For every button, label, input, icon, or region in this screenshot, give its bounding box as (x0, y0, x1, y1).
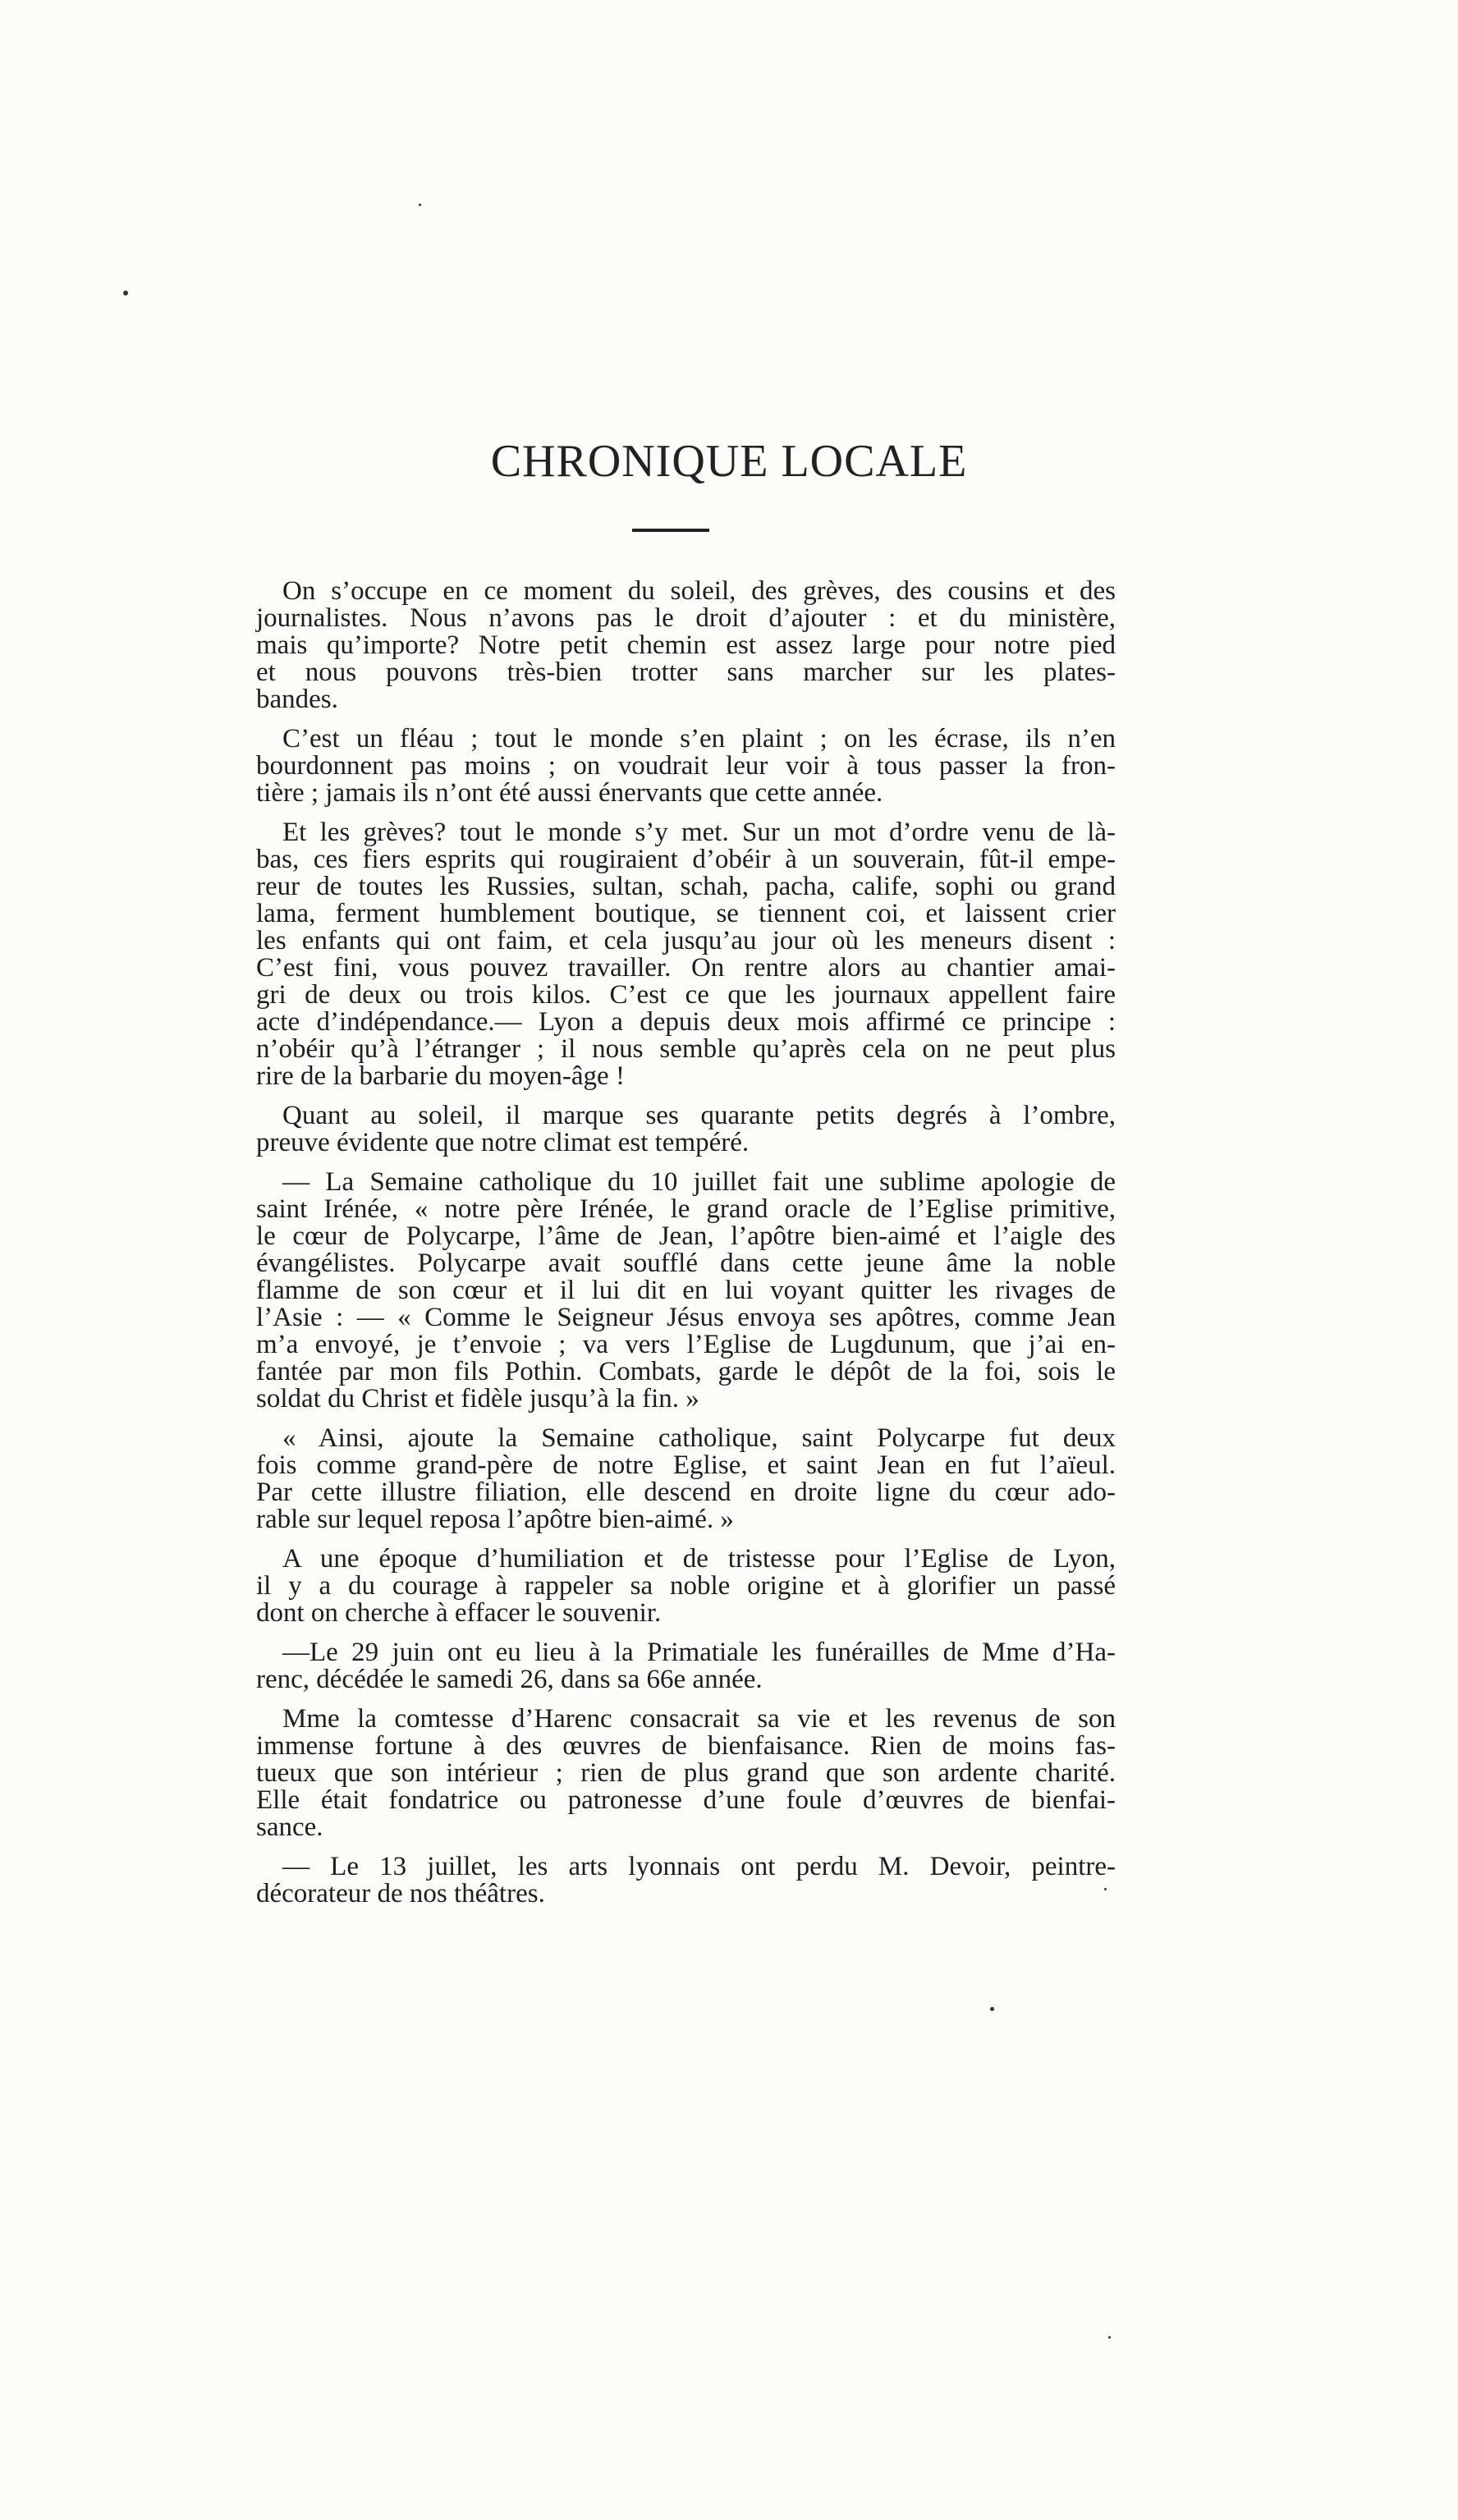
ink-speck (1108, 2336, 1111, 2339)
text-line: saint Irénée, « notre père Irénée, le grand oracle de l’Eglise primitive, (256, 1194, 1116, 1224)
text-line: rable sur lequel reposa l’apôtre bien-aimé. » (256, 1505, 734, 1534)
text-line: dont on cherche à effacer le souvenir. (256, 1598, 662, 1628)
paragraph (256, 726, 1116, 807)
text-line: sance. (256, 1812, 323, 1842)
text-line: — Le 13 juillet, les arts lyonnais ont perdu M. Devoir, peintre- (282, 1852, 1116, 1881)
text-line: renc, décédée le samedi 26, dans sa 66e année. (256, 1665, 763, 1694)
ink-speck (990, 2007, 994, 2011)
text-line: rire de la barbarie du moyen-âge ! (256, 1061, 625, 1091)
title-rule (632, 529, 709, 532)
text-line: lama, ferment humblement boutique, se tiennent coi, et laissent crier (256, 899, 1116, 928)
text-line: Mme la comtesse d’Harenc consacrait sa vie et les revenus de son (282, 1704, 1116, 1734)
text-line: immense fortune à des œuvres de bienfaisance. Rien de moins fas- (256, 1731, 1116, 1761)
text-line: On s’occupe en ce moment du soleil, des grèves, des cousins et des (282, 576, 1116, 606)
text-line: preuve évidente que notre climat est tempéré. (256, 1128, 750, 1157)
paragraph (256, 1706, 1116, 1841)
text-line: Par cette illustre filiation, elle descend en droite ligne du cœur ado- (256, 1478, 1116, 1507)
text-line: tueux que son intérieur ; rien de plus grand que son ardente charité. (256, 1758, 1116, 1788)
paragraph (256, 1853, 1116, 1908)
text-line: il y a du courage à rappeler sa noble origine et à glorifier un passé (256, 1571, 1116, 1601)
text-line: — La Semaine catholique du 10 juillet fait une sublime apologie de (282, 1167, 1116, 1197)
text-line: évangélistes. Polycarpe avait soufflé dans cette jeune âme la noble (256, 1249, 1116, 1278)
paragraph (256, 1169, 1116, 1413)
text-line: reur de toutes les Russies, sultan, schah, pacha, calife, sophi ou grand (256, 872, 1116, 901)
paragraph (256, 819, 1116, 1090)
paragraph (256, 1546, 1116, 1627)
text-line: bourdonnent pas moins ; on voudrait leur voir à tous passer la fron- (256, 751, 1116, 781)
text-line: —Le 29 juin ont eu lieu à la Primatiale les funérailles de Mme d’Ha- (282, 1638, 1116, 1667)
text-line: fantée par mon fils Pothin. Combats, garde le dépôt de la foi, sois le (256, 1357, 1116, 1386)
text-line: « Ainsi, ajoute la Semaine catholique, saint Polycarpe fut deux (282, 1423, 1116, 1453)
text-line: et nous pouvons très-bien trotter sans marcher sur les plates- (256, 657, 1116, 687)
text-line: C’est un fléau ; tout le monde s’en plaint ; on les écrase, ils n’en (282, 724, 1116, 754)
text-line: bandes. (256, 685, 338, 714)
text-line: gri de deux ou trois kilos. C’est ce que les journaux appellent faire (256, 980, 1116, 1010)
text-line: l’Asie : — « Comme le Seigneur Jésus envoya ses apôtres, comme Jean (256, 1303, 1116, 1332)
text-line: C’est fini, vous pouvez travailler. On rentre alors au chantier amai- (256, 953, 1116, 983)
page-title: CHRONIQUE LOCALE (490, 436, 968, 487)
text-line: flamme de son cœur et il lui dit en lui voyant quitter les rivages de (256, 1276, 1116, 1305)
text-line: n’obéir qu’à l’étranger ; il nous semble qu’après cela on ne peut plus (256, 1034, 1116, 1064)
ink-speck (123, 291, 128, 296)
text-line: les enfants qui ont faim, et cela jusqu’au jour où les meneurs disent : (256, 926, 1116, 955)
text-line: fois comme grand-père de notre Eglise, et saint Jean en fut l’aïeul. (256, 1450, 1116, 1480)
text-line: le cœur de Polycarpe, l’âme de Jean, l’apôtre bien-aimé et l’aigle des (256, 1221, 1116, 1251)
text-line: m’a envoyé, je t’envoie ; va vers l’Eglise de Lugdunum, que j’ai en- (256, 1330, 1116, 1359)
text-line: Et les grèves? tout le monde s’y met. Sur un mot d’ordre venu de là- (282, 818, 1116, 847)
ink-speck (419, 204, 421, 206)
article-body (256, 578, 1116, 1920)
paragraph (256, 1639, 1116, 1693)
text-line: Quant au soleil, il marque ses quarante petits degrés à l’ombre, (282, 1101, 1116, 1130)
text-line: journalistes. Nous n’avons pas le droit d’ajouter : et du ministère, (256, 603, 1116, 633)
text-line: Elle était fondatrice ou patronesse d’une foule d’œuvres de bienfai- (256, 1785, 1116, 1815)
paragraph (256, 1102, 1116, 1157)
paragraph (256, 1425, 1116, 1533)
text-line: acte d’indépendance.— Lyon a depuis deux mois affirmé ce principe : (256, 1007, 1116, 1037)
text-line: soldat du Christ et fidèle jusqu’à la fin. » (256, 1384, 699, 1413)
text-line: décorateur de nos théâtres. (256, 1879, 545, 1908)
paragraph (256, 578, 1116, 713)
text-line: tière ; jamais ils n’ont été aussi énervants que cette année. (256, 778, 883, 808)
text-line: mais qu’importe? Notre petit chemin est assez large pour notre pied (256, 630, 1116, 660)
text-line: A une époque d’humiliation et de tristesse pour l’Eglise de Lyon, (282, 1544, 1116, 1574)
text-line: bas, ces fiers esprits qui rougiraient d’obéir à un souverain, fût-il empe- (256, 845, 1116, 874)
